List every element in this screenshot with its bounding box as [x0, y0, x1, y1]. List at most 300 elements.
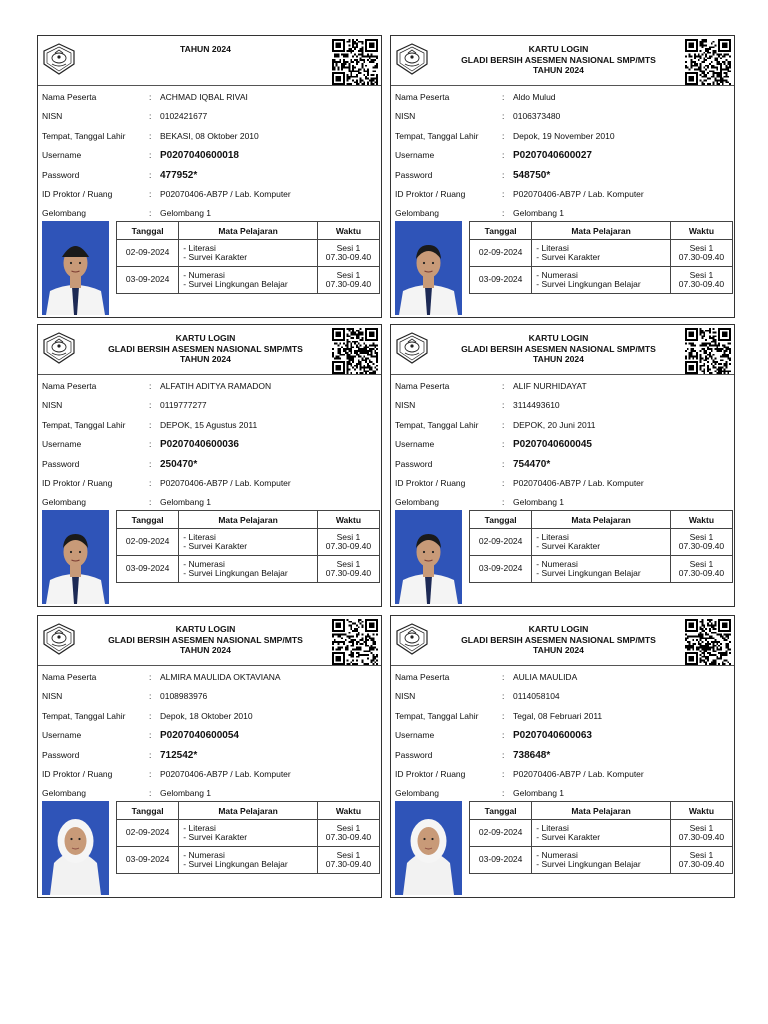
schedule-row — [470, 820, 733, 847]
schedule-subjects: - Literasi - Survei Karakter — [179, 820, 318, 847]
tut-wuri-handayani-logo-icon — [41, 622, 77, 656]
field-colon: : — [502, 400, 505, 411]
field-label: ID Proktor / Ruang — [395, 477, 466, 488]
title-line-3: TAHUN 2024 — [533, 354, 584, 364]
field-value-proktor: P02070406-AB7P / Lab. Komputer — [160, 768, 291, 779]
field-value-ttl: DEPOK, 15 Agustus 2011 — [160, 419, 258, 430]
schedule-header-mapel: Mata Pelajaran — [179, 222, 318, 240]
field-proktor — [42, 185, 378, 204]
field-label: Tempat, Tanggal Lahir — [395, 130, 479, 141]
schedule-row — [117, 556, 380, 583]
field-colon: : — [149, 111, 152, 122]
field-colon: : — [502, 169, 505, 180]
title-line-3: TAHUN 2024 — [533, 65, 584, 75]
schedule-date: 03-09-2024 — [470, 556, 532, 583]
tut-wuri-handayani-logo-icon — [41, 331, 77, 365]
field-value-proktor: P02070406-AB7P / Lab. Komputer — [513, 477, 644, 488]
schedule-row — [470, 267, 733, 294]
field-value-password: 712542* — [160, 749, 198, 761]
field-label: Password — [42, 749, 80, 760]
field-value-nama: ALFATIH ADITYA RAMADON — [160, 381, 272, 391]
field-label: Gelombang — [395, 497, 439, 508]
schedule-date: 03-09-2024 — [117, 267, 179, 294]
schedule-date: 02-09-2024 — [470, 529, 532, 556]
field-label: NISN — [395, 400, 416, 411]
schedule-time: Sesi 1 07.30-09.40 — [670, 267, 732, 294]
field-colon: : — [149, 477, 152, 488]
schedule-subjects: - Literasi - Survei Karakter — [532, 820, 671, 847]
field-value-nisn: 0114058104 — [513, 691, 560, 702]
student-photo-icon — [395, 801, 462, 895]
field-nisn — [42, 687, 378, 706]
card-title — [78, 44, 333, 55]
field-value-nama: ACHMAD IQBAL RIVAI — [160, 92, 248, 102]
schedule-date: 02-09-2024 — [470, 820, 532, 847]
field-colon: : — [502, 768, 505, 779]
title-line-1: KARTU LOGIN — [528, 44, 589, 54]
login-card-5 — [37, 615, 382, 898]
field-label: Nama Peserta — [395, 381, 450, 391]
login-card-6 — [390, 615, 735, 898]
participant-photo — [395, 510, 462, 604]
schedule-time: Sesi 1 07.30-09.40 — [317, 556, 379, 583]
field-username — [395, 435, 731, 454]
schedule-date: 02-09-2024 — [117, 529, 179, 556]
card-title — [78, 333, 333, 365]
field-label: Password — [42, 169, 80, 180]
schedule-header-tanggal: Tanggal — [117, 802, 179, 820]
participant-fields — [395, 377, 731, 513]
schedule-time: Sesi 1 07.30-09.40 — [317, 529, 379, 556]
schedule-row — [117, 529, 380, 556]
student-photo-icon — [42, 801, 109, 895]
field-value-ttl: BEKASI, 08 Oktober 2010 — [160, 130, 259, 141]
schedule-header-tanggal: Tanggal — [470, 511, 532, 529]
schedule-time: Sesi 1 07.30-09.40 — [317, 267, 379, 294]
field-username — [42, 435, 378, 454]
field-value-gelombang: Gelombang 1 — [160, 497, 212, 508]
schedule-time: Sesi 1 07.30-09.40 — [670, 847, 732, 874]
login-card-3 — [37, 324, 382, 607]
field-nisn — [395, 687, 731, 706]
schedule-row — [117, 820, 380, 847]
field-password — [42, 455, 378, 474]
field-colon: : — [149, 730, 152, 741]
field-label: Password — [42, 458, 80, 469]
field-label: Password — [395, 169, 433, 180]
field-username — [42, 146, 378, 165]
field-value-nisn: 0108983976 — [160, 691, 208, 702]
schedule-time: Sesi 1 07.30-09.40 — [670, 556, 732, 583]
schedule-row — [117, 267, 380, 294]
field-value-username: P0207040600027 — [513, 150, 592, 162]
field-colon: : — [502, 458, 505, 469]
schedule-header-waktu: Waktu — [670, 222, 732, 240]
field-nisn — [42, 396, 378, 415]
schedule-header-mapel: Mata Pelajaran — [532, 511, 671, 529]
qr-code-icon — [332, 619, 378, 665]
schedule-header-waktu: Waktu — [317, 802, 379, 820]
login-card-1 — [37, 35, 382, 318]
field-ttl — [395, 707, 731, 726]
field-value-ttl: DEPOK, 20 Juni 2011 — [513, 419, 596, 430]
schedule-header-row — [470, 511, 733, 529]
field-colon: : — [149, 788, 152, 799]
schedule-subjects: - Literasi - Survei Karakter — [179, 240, 318, 267]
field-colon: : — [149, 381, 152, 391]
schedule-header-row — [117, 222, 380, 240]
schedule-subjects: - Numerasi - Survei Lingkungan Belajar — [532, 267, 671, 294]
login-card-4 — [390, 324, 735, 607]
field-label: ID Proktor / Ruang — [42, 477, 113, 488]
schedule-header-mapel: Mata Pelajaran — [532, 802, 671, 820]
field-label: Gelombang — [42, 208, 86, 219]
schedule-row — [470, 240, 733, 267]
field-value-password: 477952* — [160, 169, 198, 181]
field-colon: : — [502, 439, 505, 450]
qr-code-icon — [332, 39, 378, 85]
schedule-row — [117, 847, 380, 874]
schedule-table — [116, 221, 380, 294]
field-nama — [395, 88, 731, 107]
field-proktor — [42, 765, 378, 784]
field-value-username: P0207040600063 — [513, 730, 592, 742]
qr-code-icon — [685, 39, 731, 85]
field-label: Gelombang — [395, 208, 439, 219]
field-label: Nama Peserta — [42, 92, 97, 102]
field-nama — [395, 668, 731, 687]
field-value-proktor: P02070406-AB7P / Lab. Komputer — [513, 768, 644, 779]
title-line-1: KARTU LOGIN — [175, 333, 236, 343]
field-colon: : — [149, 691, 152, 702]
title-line-2: GLADI BERSIH ASESMEN NASIONAL SMP/MTS — [461, 634, 656, 645]
field-label: Password — [395, 749, 433, 760]
field-username — [395, 726, 731, 745]
field-ttl — [42, 416, 378, 435]
field-colon: : — [149, 768, 152, 779]
field-value-username: P0207040600036 — [160, 439, 239, 451]
schedule-header-mapel: Mata Pelajaran — [532, 222, 671, 240]
field-colon: : — [502, 208, 505, 219]
field-colon: : — [502, 710, 505, 721]
field-colon: : — [149, 92, 152, 102]
field-label: Username — [395, 730, 435, 741]
schedule-date: 02-09-2024 — [470, 240, 532, 267]
field-password — [395, 455, 731, 474]
field-colon: : — [149, 188, 152, 199]
card-header — [38, 325, 381, 375]
title-line-2: GLADI BERSIH ASESMEN NASIONAL SMP/MTS — [108, 634, 303, 645]
card-header — [38, 616, 381, 666]
field-value-proktor: P02070406-AB7P / Lab. Komputer — [160, 477, 291, 488]
field-label: NISN — [42, 691, 63, 702]
tut-wuri-handayani-logo-icon — [394, 622, 430, 656]
field-nisn — [395, 107, 731, 126]
field-colon: : — [502, 188, 505, 199]
field-colon: : — [502, 111, 505, 122]
schedule-header-row — [470, 802, 733, 820]
schedule-subjects: - Literasi - Survei Karakter — [532, 240, 671, 267]
schedule-time: Sesi 1 07.30-09.40 — [670, 240, 732, 267]
field-ttl — [42, 707, 378, 726]
schedule-header-mapel: Mata Pelajaran — [179, 802, 318, 820]
field-value-ttl: Depok, 19 November 2010 — [513, 130, 615, 141]
field-value-gelombang: Gelombang 1 — [513, 208, 565, 219]
field-colon: : — [149, 439, 152, 450]
tut-wuri-handayani-logo-icon — [394, 331, 430, 365]
participant-photo — [42, 510, 109, 604]
field-proktor — [395, 474, 731, 493]
field-label: ID Proktor / Ruang — [42, 188, 113, 199]
field-nama — [42, 377, 378, 396]
field-value-nama: Aldo Mulud — [513, 92, 556, 102]
schedule-time: Sesi 1 07.30-09.40 — [317, 820, 379, 847]
field-colon: : — [502, 150, 505, 161]
schedule-time: Sesi 1 07.30-09.40 — [670, 820, 732, 847]
field-label: Username — [42, 439, 82, 450]
schedule-subjects: - Numerasi - Survei Lingkungan Belajar — [532, 847, 671, 874]
field-label: Gelombang — [42, 497, 86, 508]
card-header — [38, 36, 381, 86]
field-value-password: 548750* — [513, 169, 551, 181]
login-card-2 — [390, 35, 735, 318]
field-colon: : — [149, 497, 152, 508]
field-value-proktor: P02070406-AB7P / Lab. Komputer — [160, 188, 291, 199]
field-colon: : — [502, 419, 505, 430]
schedule-row — [470, 529, 733, 556]
title-line-1: KARTU LOGIN — [528, 624, 589, 634]
card-header — [391, 36, 734, 86]
field-value-password: 738648* — [513, 749, 551, 761]
card-title — [431, 333, 686, 365]
schedule-header-waktu: Waktu — [317, 222, 379, 240]
schedule-table — [469, 801, 733, 874]
field-label: Gelombang — [42, 788, 86, 799]
title-line-2: GLADI BERSIH ASESMEN NASIONAL SMP/MTS — [461, 343, 656, 354]
tut-wuri-handayani-logo-icon — [394, 42, 430, 76]
schedule-subjects: - Numerasi - Survei Lingkungan Belajar — [179, 847, 318, 874]
student-photo-icon — [395, 510, 462, 604]
schedule-row — [470, 847, 733, 874]
field-proktor — [42, 474, 378, 493]
schedule-time: Sesi 1 07.30-09.40 — [670, 529, 732, 556]
field-username — [42, 726, 378, 745]
tut-wuri-handayani-logo-icon — [41, 42, 77, 76]
field-label: NISN — [395, 111, 416, 122]
field-colon: : — [502, 477, 505, 488]
qr-code-icon — [685, 328, 731, 374]
field-label: Nama Peserta — [395, 672, 450, 682]
field-label: NISN — [42, 400, 63, 411]
field-value-username: P0207040600045 — [513, 439, 592, 451]
participant-fields — [42, 377, 378, 513]
field-value-gelombang: Gelombang 1 — [513, 788, 565, 799]
field-value-nama: AULIA MAULIDA — [513, 672, 578, 682]
schedule-date: 02-09-2024 — [117, 820, 179, 847]
field-password — [42, 746, 378, 765]
schedule-header-waktu: Waktu — [670, 802, 732, 820]
student-photo-icon — [395, 221, 462, 315]
field-colon: : — [502, 749, 505, 760]
title-line-3: TAHUN 2024 — [180, 44, 231, 54]
schedule-subjects: - Numerasi - Survei Lingkungan Belajar — [532, 556, 671, 583]
field-value-nisn: 0102421677 — [160, 111, 208, 122]
schedule-header-tanggal: Tanggal — [470, 802, 532, 820]
field-nama — [42, 668, 378, 687]
field-colon: : — [502, 730, 505, 741]
field-label: Gelombang — [395, 788, 439, 799]
field-colon: : — [149, 672, 152, 682]
schedule-time: Sesi 1 07.30-09.40 — [317, 847, 379, 874]
title-line-3: TAHUN 2024 — [180, 354, 231, 364]
field-ttl — [395, 127, 731, 146]
schedule-table — [116, 801, 380, 874]
title-line-2: GLADI BERSIH ASESMEN NASIONAL SMP/MTS — [461, 54, 656, 65]
field-colon: : — [149, 458, 152, 469]
field-label: Tempat, Tanggal Lahir — [42, 419, 126, 430]
schedule-subjects: - Numerasi - Survei Lingkungan Belajar — [179, 267, 318, 294]
schedule-date: 03-09-2024 — [470, 847, 532, 874]
schedule-header-row — [470, 222, 733, 240]
field-label: Tempat, Tanggal Lahir — [42, 710, 126, 721]
card-header — [391, 325, 734, 375]
field-ttl — [42, 127, 378, 146]
field-label: Nama Peserta — [42, 381, 97, 391]
field-password — [395, 166, 731, 185]
field-value-password: 754470* — [513, 458, 551, 470]
field-value-password: 250470* — [160, 458, 198, 470]
field-nisn — [395, 396, 731, 415]
field-colon: : — [502, 497, 505, 508]
field-label: ID Proktor / Ruang — [42, 768, 113, 779]
field-label: Nama Peserta — [42, 672, 97, 682]
schedule-header-mapel: Mata Pelajaran — [179, 511, 318, 529]
schedule-time: Sesi 1 07.30-09.40 — [317, 240, 379, 267]
schedule-table — [469, 510, 733, 583]
field-label: NISN — [395, 691, 416, 702]
schedule-date: 03-09-2024 — [470, 267, 532, 294]
schedule-date: 02-09-2024 — [117, 240, 179, 267]
field-value-ttl: Tegal, 08 Februari 2011 — [513, 710, 603, 721]
participant-fields — [395, 668, 731, 804]
schedule-row — [117, 240, 380, 267]
student-photo-icon — [42, 221, 109, 315]
field-proktor — [395, 765, 731, 784]
field-value-nisn: 0106373480 — [513, 111, 561, 122]
field-label: Username — [395, 439, 435, 450]
field-value-ttl: Depok, 18 Oktober 2010 — [160, 710, 253, 721]
participant-fields — [42, 668, 378, 804]
field-colon: : — [149, 150, 152, 161]
field-label: Password — [395, 458, 433, 469]
field-label: NISN — [42, 111, 63, 122]
title-line-1: KARTU LOGIN — [528, 333, 589, 343]
schedule-header-row — [117, 802, 380, 820]
schedule-header-tanggal: Tanggal — [117, 511, 179, 529]
schedule-subjects: - Literasi - Survei Karakter — [532, 529, 671, 556]
field-colon: : — [502, 130, 505, 141]
field-label: Username — [42, 150, 82, 161]
field-value-gelombang: Gelombang 1 — [160, 788, 212, 799]
card-title — [431, 44, 686, 76]
field-label: ID Proktor / Ruang — [395, 768, 466, 779]
field-colon: : — [149, 169, 152, 180]
field-label: Nama Peserta — [395, 92, 450, 102]
participant-photo — [42, 221, 109, 315]
field-password — [395, 746, 731, 765]
title-line-3: TAHUN 2024 — [533, 645, 584, 655]
field-value-gelombang: Gelombang 1 — [513, 497, 565, 508]
field-colon: : — [149, 130, 152, 141]
field-label: Tempat, Tanggal Lahir — [395, 710, 479, 721]
field-password — [42, 166, 378, 185]
card-title — [78, 624, 333, 656]
field-value-nama: ALMIRA MAULIDA OKTAVIANA — [160, 672, 281, 682]
participant-fields — [42, 88, 378, 224]
schedule-header-tanggal: Tanggal — [470, 222, 532, 240]
schedule-header-row — [117, 511, 380, 529]
title-line-1: KARTU LOGIN — [175, 624, 236, 634]
card-header — [391, 616, 734, 666]
field-colon: : — [502, 691, 505, 702]
title-line-3: TAHUN 2024 — [180, 645, 231, 655]
schedule-subjects: - Numerasi - Survei Lingkungan Belajar — [179, 556, 318, 583]
field-colon: : — [502, 381, 505, 391]
qr-code-icon — [685, 619, 731, 665]
schedule-header-waktu: Waktu — [317, 511, 379, 529]
field-nisn — [42, 107, 378, 126]
student-photo-icon — [42, 510, 109, 604]
participant-photo — [395, 801, 462, 895]
participant-photo — [395, 221, 462, 315]
field-username — [395, 146, 731, 165]
schedule-header-waktu: Waktu — [670, 511, 732, 529]
qr-code-icon — [332, 328, 378, 374]
schedule-subjects: - Literasi - Survei Karakter — [179, 529, 318, 556]
schedule-table — [469, 221, 733, 294]
schedule-date: 03-09-2024 — [117, 847, 179, 874]
field-value-nisn: 3114493610 — [513, 400, 560, 411]
field-value-nisn: 0119777277 — [160, 400, 207, 411]
field-colon: : — [149, 419, 152, 430]
field-label: Tempat, Tanggal Lahir — [42, 130, 126, 141]
field-proktor — [395, 185, 731, 204]
field-colon: : — [502, 672, 505, 682]
field-nama — [42, 88, 378, 107]
card-title — [431, 624, 686, 656]
field-colon: : — [149, 710, 152, 721]
field-label: Tempat, Tanggal Lahir — [395, 419, 479, 430]
field-value-username: P0207040600054 — [160, 730, 239, 742]
field-colon: : — [502, 788, 505, 799]
participant-photo — [42, 801, 109, 895]
schedule-header-tanggal: Tanggal — [117, 222, 179, 240]
field-ttl — [395, 416, 731, 435]
field-value-username: P0207040600018 — [160, 150, 239, 162]
field-label: ID Proktor / Ruang — [395, 188, 466, 199]
field-nama — [395, 377, 731, 396]
title-line-2: GLADI BERSIH ASESMEN NASIONAL SMP/MTS — [108, 343, 303, 354]
field-colon: : — [149, 208, 152, 219]
field-value-proktor: P02070406-AB7P / Lab. Komputer — [513, 188, 644, 199]
schedule-table — [116, 510, 380, 583]
field-label: Username — [42, 730, 82, 741]
participant-fields — [395, 88, 731, 224]
field-colon: : — [149, 400, 152, 411]
field-colon: : — [502, 92, 505, 102]
field-value-gelombang: Gelombang 1 — [160, 208, 212, 219]
field-label: Username — [395, 150, 435, 161]
